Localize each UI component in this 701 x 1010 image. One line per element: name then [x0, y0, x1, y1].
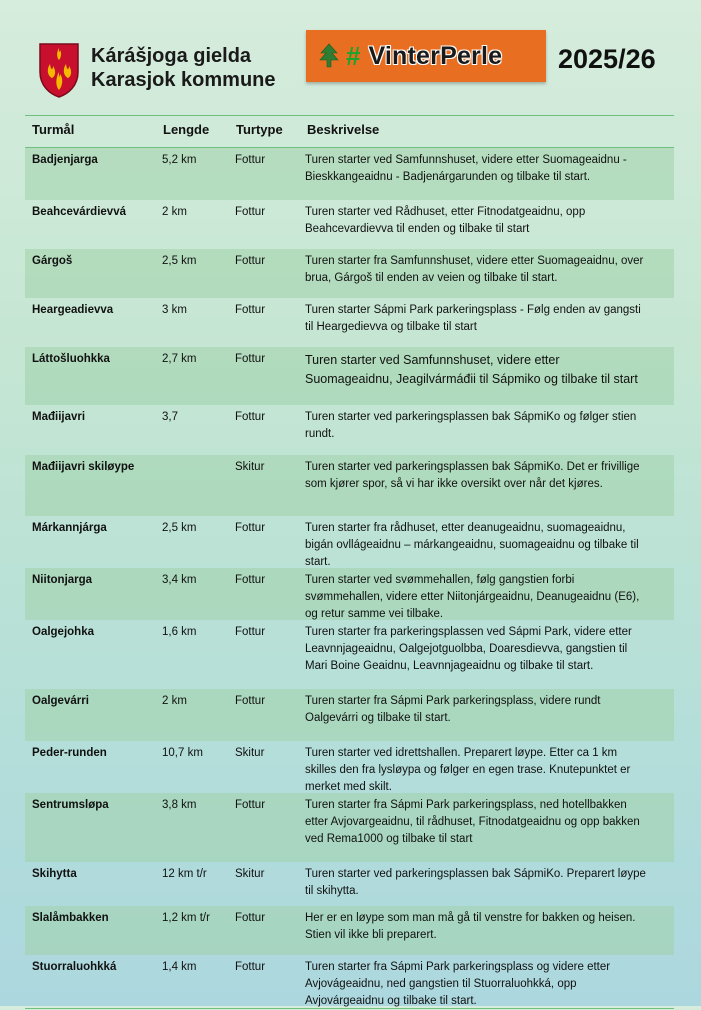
- trail-table: [25, 115, 674, 1009]
- trail-description: Turen starter fra rådhuset, etter deanugeaidnu, suomageaidnu, bigán ovllágeaidnu – márkangeaidnu, suomageaidnu og tilbake til start.: [305, 522, 639, 568]
- trail-description: Turen starter ved svømmehallen, følg gangstien forbi svømmehallen, videre etter Niitonjárgeaidnu, Deanugeaidnu (E6), og retur samme vei tilbake.: [305, 574, 640, 620]
- trail-type: Fottur: [235, 799, 266, 811]
- trail-name: Badjenjarga: [32, 154, 98, 166]
- trail-name: Slalåmbakken: [32, 912, 109, 924]
- header-turmal: Turmål: [32, 122, 75, 137]
- trail-description: Her er en løype som man må gå til venstre for bakken og heisen. Stien vil ikke bli preparert.: [305, 912, 636, 941]
- trail-length: 2 km: [162, 695, 187, 707]
- trail-name: Gárgoš: [32, 255, 73, 267]
- municipality-name-norwegian: Karasjok kommune: [91, 69, 276, 91]
- trail-type: Skitur: [235, 747, 265, 759]
- table-row: [25, 347, 674, 405]
- trail-length: 1,2 km t/r: [162, 912, 210, 924]
- trail-name: Skihytta: [32, 868, 77, 880]
- table-row: [25, 689, 674, 741]
- trail-description: Turen starter fra Sápmi Park parkeringsplass, ned hotellbakken etter Avjovargeaidnu, til rådhuset, Fitnodatgeaidnu og opp bakken ved Rema1000 og tilbake til start: [305, 799, 640, 845]
- table-row: [25, 741, 674, 793]
- trail-name: Sentrumsløpa: [32, 799, 109, 811]
- trail-description: Turen starter ved parkeringsplassen bak SápmiKo. Det er frivillige som kjører spor, så vi har ikke oversikt over når det kjøres.: [305, 461, 640, 490]
- table-row: [25, 568, 674, 620]
- table-row: [25, 793, 674, 862]
- trail-length: 2,7 km: [162, 353, 197, 365]
- trail-length: 2,5 km: [162, 522, 197, 534]
- trail-description: Turen starter ved idrettshallen. Preparert løype. Etter ca 1 km skilles den fra lysløypa og følger en egen trase. Knutepunktet er merket med skilt.: [305, 747, 631, 793]
- trail-length: 2 km: [162, 206, 187, 218]
- coat-of-arms-icon: [38, 42, 80, 98]
- trail-name: Oalgevárri: [32, 695, 89, 707]
- trail-description: Turen starter ved parkeringsplassen bak SápmiKo og følger stien rundt.: [305, 411, 637, 440]
- table-row: [25, 249, 674, 298]
- trail-length: 3,4 km: [162, 574, 197, 586]
- trail-name: Peder-runden: [32, 747, 107, 759]
- trail-name: Mađiijavri skiløype: [32, 461, 135, 473]
- trail-length: 2,5 km: [162, 255, 197, 267]
- trail-type: Fottur: [235, 353, 266, 365]
- trail-description: Turen starter fra Sápmi Park parkeringsplass og videre etter Avjovágeaidnu, ned gangstien til Stuorraluohkká, opp Avjovárgeaidnu og tilbake til start.: [305, 961, 611, 1007]
- trail-type: Fottur: [235, 522, 266, 534]
- table-row: [25, 862, 674, 906]
- trail-name: Beahcevárdievvá: [32, 206, 126, 218]
- trail-description: Turen starter fra Samfunnshuset, videre etter Suomageaidnu, over brua, Gárgoš til enden av veien og tilbake til start.: [305, 255, 644, 284]
- table-row: [25, 148, 674, 200]
- trail-length: 12 km t/r: [162, 868, 207, 880]
- municipality-name-sami: Kárášjoga gielda: [91, 45, 252, 67]
- brand-name: VinterPerle: [368, 41, 503, 70]
- trail-length: 1,4 km: [162, 961, 197, 973]
- table-row: [25, 455, 674, 516]
- table-row: [25, 906, 674, 955]
- table-header: [25, 115, 674, 148]
- header-beskrivelse: Beskrivelse: [307, 122, 380, 137]
- trail-description: Turen starter ved Samfunnshuset, videre etter Suomageaidnu, Jeagilvármáđii til Sápmiko og tilbake til start: [305, 353, 638, 386]
- trail-description: Turen starter ved parkeringsplassen bak SápmiKo. Preparert løype til skihytta.: [305, 868, 646, 897]
- trail-description: Turen starter ved Rådhuset, etter Fitnodatgeaidnu, opp Beahcevardievva til enden og tilbake til start: [305, 206, 586, 235]
- trail-length: 10,7 km: [162, 747, 203, 759]
- trail-type: Fottur: [235, 255, 266, 267]
- trail-type: Fottur: [235, 912, 266, 924]
- trail-name: Stuorraluohkká: [32, 961, 117, 973]
- trail-length: 3 km: [162, 304, 187, 316]
- trail-type: Skitur: [235, 868, 265, 880]
- trail-name: Heargeadievva: [32, 304, 114, 316]
- trail-name: Márkannjárga: [32, 522, 107, 534]
- trail-name: Niitonjarga: [32, 574, 93, 586]
- trail-type: Fottur: [235, 206, 266, 218]
- table-row: [25, 955, 674, 1008]
- trail-type: Fottur: [235, 304, 266, 316]
- trail-type: Skitur: [235, 461, 265, 473]
- table-row: [25, 620, 674, 689]
- trail-type: Fottur: [235, 574, 266, 586]
- page-header: [0, 0, 701, 115]
- trail-length: 3,7: [162, 411, 178, 423]
- tree-logo-icon: [318, 43, 340, 69]
- trail-type: Fottur: [235, 961, 266, 973]
- header-lengde: Lengde: [163, 122, 210, 137]
- trail-name: Oalgejohka: [32, 626, 94, 638]
- table-row: [25, 405, 674, 455]
- trail-description: Turen starter Sápmi Park parkeringsplass - Følg enden av gangsti til Heargedievva og tilbake til start: [305, 304, 641, 333]
- vinterperle-banner: [306, 30, 546, 82]
- trail-type: Fottur: [235, 411, 266, 423]
- table-row: [25, 298, 674, 347]
- hashtag-symbol: #: [346, 40, 361, 71]
- trail-type: Fottur: [235, 626, 266, 638]
- trail-description: Turen starter fra parkeringsplassen ved Sápmi Park, videre etter Leavnnjageaidnu, Oalgejotguolbba, Doaresdievva, gangstien til Mari Boine Geaidnu, Leavnnjageaidnu og tilbake til start.: [305, 626, 632, 672]
- season-label: 2025/26: [558, 44, 656, 74]
- table-row: [25, 200, 674, 249]
- trail-type: Fottur: [235, 695, 266, 707]
- trail-description: Turen starter ved Samfunnshuset, videre etter Suomageaidnu - Bieskkangeaidnu - Badjenárgarunden og tilbake til start.: [305, 154, 627, 183]
- header-turtype: Turtype: [236, 122, 283, 137]
- trail-description: Turen starter fra Sápmi Park parkeringsplass, videre rundt Oalgevárri og tilbake til start.: [305, 695, 601, 724]
- trail-type: Fottur: [235, 154, 266, 166]
- trail-length: 1,6 km: [162, 626, 197, 638]
- trail-name: Mađiijavri: [32, 411, 86, 423]
- table-row: [25, 516, 674, 568]
- trail-length: 5,2 km: [162, 154, 197, 166]
- trail-length: 3,8 km: [162, 799, 197, 811]
- municipality-name: [91, 44, 276, 92]
- trail-name: Láttošluohkka: [32, 353, 110, 365]
